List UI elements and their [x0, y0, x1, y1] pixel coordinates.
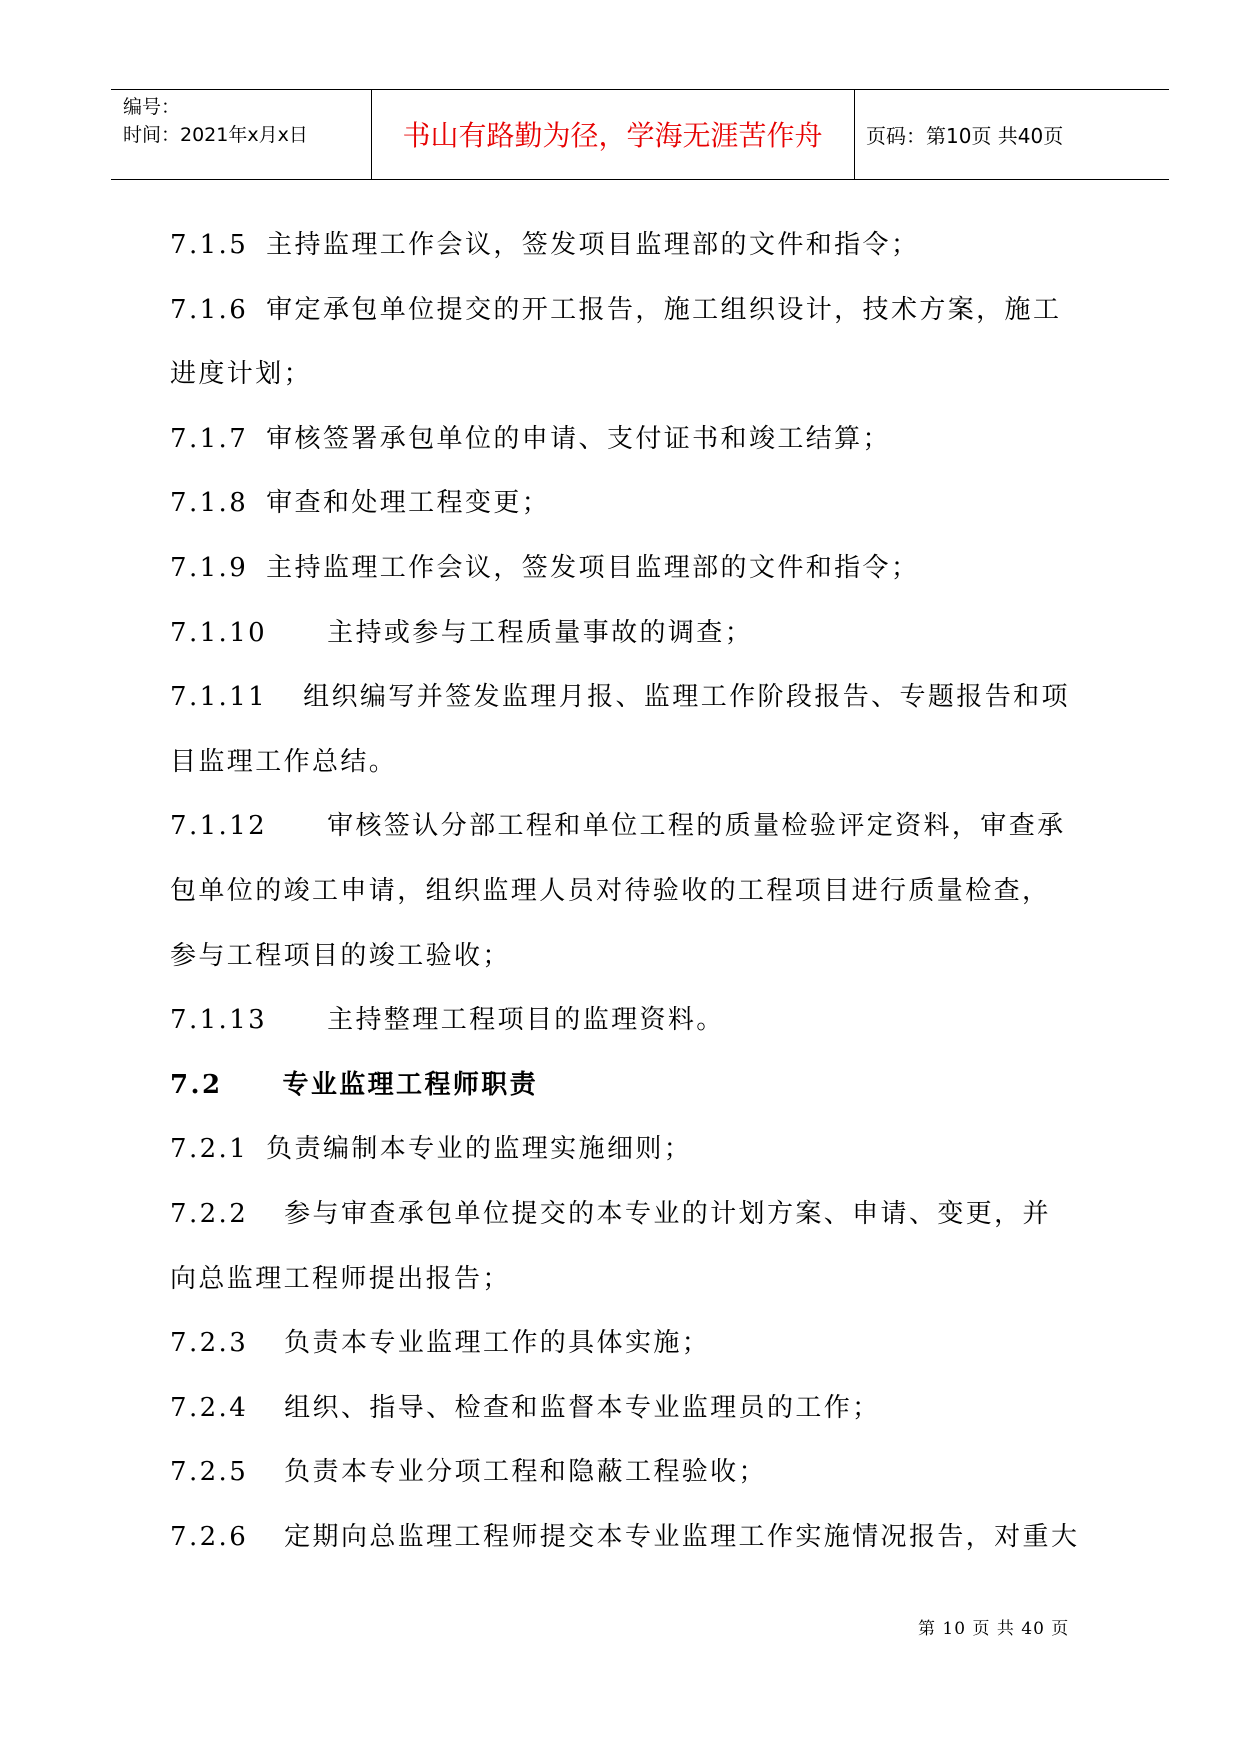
header-meta	[123, 93, 308, 149]
clause-continuation	[170, 859, 1081, 924]
clause-text: 组织、指导、检查和监督本专业监理员的工作；	[284, 1392, 881, 1423]
clause-text: 定期向总监理工程师提交本专业监理工作实施情况报告，对重大	[284, 1521, 1080, 1552]
clause-number: 7.1.6	[170, 294, 249, 325]
clause-continuation	[170, 342, 1081, 407]
clause-line	[170, 278, 1081, 343]
clause-line	[170, 601, 1081, 666]
clause-text: 向总监理工程师提出报告；	[170, 1263, 511, 1294]
clause-line	[170, 1182, 1081, 1247]
clause-number: 7.1.10	[170, 617, 268, 648]
header-page-info: 页码：第10页 共40页	[866, 123, 1064, 148]
clause-number: 7.1.12	[170, 811, 268, 842]
clause-line	[170, 1505, 1081, 1570]
page-header	[111, 89, 1169, 180]
section-number: 7.2	[170, 1069, 223, 1100]
clause-text: 负责编制本专业的监理实施细则；	[266, 1134, 693, 1165]
clause-number: 7.1.5	[170, 230, 249, 260]
clause-text: 主持整理工程项目的监理资料。	[327, 1005, 725, 1036]
clause-number: 7.1.8	[170, 488, 249, 519]
clause-line	[170, 665, 1081, 730]
clause-continuation	[170, 730, 1081, 795]
clause-line	[170, 1440, 1081, 1505]
clause-number: 7.2.1	[170, 1134, 249, 1165]
clause-text: 主持监理工作会议，签发项目监理部的文件和指令；	[266, 230, 920, 260]
document-date: 时间：2021年x月x日	[123, 124, 308, 146]
document-number-label: 编号：	[123, 96, 181, 118]
clause-number: 7.2.4	[170, 1392, 249, 1423]
clause-text: 组织编写并签发监理月报、监理工作阶段报告、专题报告和项	[303, 682, 1070, 713]
clause-line	[170, 407, 1081, 472]
header-divider-right	[854, 90, 855, 179]
clause-number: 7.1.9	[170, 552, 249, 583]
clause-line	[170, 1376, 1081, 1441]
clause-text: 审核签认分部工程和单位工程的质量检验评定资料，审查承	[327, 811, 1066, 842]
clause-continuation	[170, 924, 1081, 989]
clause-text: 参与工程项目的竣工验收；	[170, 940, 511, 971]
clause-text: 审核签署承包单位的申请、支付证书和竣工结算；	[266, 423, 891, 454]
clause-text: 目监理工作总结。	[170, 746, 398, 777]
header-motto: 书山有路勤为径，学海无涯苦作舟	[402, 119, 823, 152]
clause-number: 7.1.11	[170, 682, 268, 713]
clause-line	[170, 1311, 1081, 1376]
clause-text: 包单位的竣工申请，组织监理人员对待验收的工程项目进行质量检查，	[170, 875, 1051, 906]
section-title: 专业监理工程师职责	[282, 1069, 539, 1100]
clause-line	[170, 213, 1081, 278]
clause-text: 负责本专业分项工程和隐蔽工程验收；	[284, 1457, 767, 1488]
clause-line	[170, 536, 1081, 601]
clause-number: 7.1.7	[170, 423, 249, 454]
page-footer: 第 10 页 共 40 页	[918, 1619, 1070, 1639]
clause-line	[170, 988, 1081, 1053]
clause-continuation	[170, 1247, 1081, 1312]
clause-number: 7.2.6	[170, 1521, 249, 1552]
clause-text: 进度计划；	[170, 359, 313, 390]
clause-number: 7.2.2	[170, 1198, 249, 1229]
clause-line	[170, 794, 1081, 859]
clause-line	[170, 471, 1081, 536]
document-body	[170, 213, 1081, 1569]
clause-text: 参与审查承包单位提交的本专业的计划方案、申请、变更，并	[284, 1198, 1051, 1229]
clause-number: 7.1.13	[170, 1005, 268, 1036]
clause-line	[170, 1117, 1081, 1182]
clause-text: 审查和处理工程变更；	[266, 488, 551, 519]
clause-number: 7.2.5	[170, 1457, 249, 1488]
clause-text: 主持监理工作会议，签发项目监理部的文件和指令；	[266, 552, 920, 583]
section-heading	[170, 1053, 1081, 1118]
clause-text: 负责本专业监理工作的具体实施；	[284, 1328, 711, 1359]
clause-text: 主持或参与工程质量事故的调查；	[327, 617, 754, 648]
clause-number: 7.2.3	[170, 1328, 249, 1359]
clause-text: 审定承包单位提交的开工报告，施工组织设计，技术方案，施工	[266, 294, 1062, 325]
